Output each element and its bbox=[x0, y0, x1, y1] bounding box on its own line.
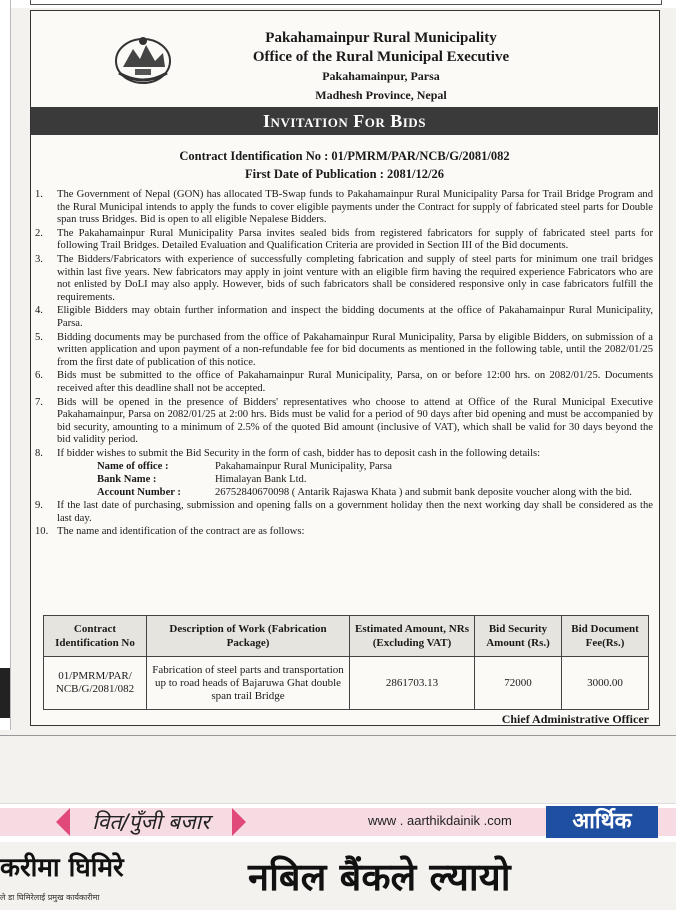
website-url[interactable]: www . aarthikdainik .com bbox=[368, 813, 512, 828]
office-name: Office of the Rural Municipal Executive bbox=[252, 49, 510, 65]
province-line: Madhesh Province, Nepal bbox=[315, 88, 447, 102]
publication-date: First Date of Publication : 2081/12/26 bbox=[245, 167, 444, 181]
bank-row: Name of office : Pakahamainpur Rural Municipality, Parsa bbox=[97, 461, 393, 473]
bid-notice bbox=[30, 10, 660, 726]
table-header-row bbox=[44, 616, 649, 657]
column-header: Bid Security Amount (Rs.) bbox=[475, 616, 562, 657]
list-item: 5. Bidding documents may be purchased from the office of Pakahamainpur Rural Municipality, Parsa by eligible Bidders, on submission of a written application and upon payment of a non-refundable fee for bid documents as mentioned in the following table, until the 2082/01/25 from the first date of publication of this notice. bbox=[35, 331, 653, 368]
notice-header bbox=[181, 29, 581, 105]
divider bbox=[0, 735, 676, 736]
left-headline: करीमा घिमिरे bbox=[0, 853, 124, 883]
contract-id-block bbox=[31, 147, 658, 183]
list-item: 4. Eligible Bidders may obtain further information and inspect the bidding documents at the office of Pakahamainpur Rural Municipality, Parsa. bbox=[35, 305, 653, 329]
list-item: 9. If the last date of purchasing, submission and opening falls on a government holiday then the next working day shall be considered as the last day. bbox=[35, 500, 653, 524]
left-page-edge bbox=[0, 0, 11, 730]
arrow-left-icon bbox=[56, 808, 70, 836]
bank-row: Bank Name : Himalayan Bank Ltd. bbox=[97, 474, 307, 486]
table-cell: 01/PMRM/PAR/ NCB/G/2081/082 bbox=[44, 657, 147, 710]
column-header: Estimated Amount, NRs (Excluding VAT) bbox=[350, 616, 475, 657]
table-cell: 3000.00 bbox=[562, 657, 649, 710]
government-emblem-icon bbox=[113, 31, 173, 87]
column-header: Description of Work (Fabrication Package) bbox=[147, 616, 350, 657]
column-header: Contract Identification No bbox=[44, 616, 147, 657]
table-row bbox=[44, 657, 649, 710]
table-cell: 2861703.13 bbox=[350, 657, 475, 710]
arrow-right-icon bbox=[232, 808, 246, 836]
contract-id: Contract Identification No : 01/PMRM/PAR/NCB/G/2081/082 bbox=[179, 149, 510, 163]
municipality-name: Pakahamainpur Rural Municipality bbox=[265, 30, 497, 46]
section-title: वित/पुँजी बजार bbox=[92, 810, 210, 834]
notice-title: Invitation For Bids bbox=[31, 107, 658, 135]
left-dark-block bbox=[0, 668, 10, 718]
address-line: Pakahamainpur, Parsa bbox=[322, 69, 440, 83]
previous-notice-border bbox=[30, 0, 662, 5]
signature: Chief Administrative Officer bbox=[501, 712, 649, 726]
list-item: 7. Bids will be opened in the presence of Bidders' representatives who choose to attend at Office of the Rural Municipal Executive Pakahamainpur, Parsa on 2082/01/25 at 2:00 hrs. Bids must be valid for a period of 90 days after bid opening and must be accompanied by bid security, amounting to a minimum of 2.5% of the quoted Bid amount (inclusive of VAT), which shall be valid for 30 days beyond the bid validity period. bbox=[35, 396, 653, 446]
list-item: 2. The Pakahamainpur Rural Municipality Parsa invites sealed bids from registered fabricators for supply of fabricated steel parts for following Trail Bridges. Detailed Evaluation and Qualification Criteria are provided in Section III of the Bid documents. bbox=[35, 227, 653, 252]
list-item: 10. The name and identification of the contract are as follows: bbox=[35, 526, 305, 538]
notice-items bbox=[35, 189, 653, 540]
list-item: 6. Bids must be submitted to the office of Pakahamainpur Rural Municipality, Parsa, on or before 12:00 hrs. on 2082/01/25. Documents received after this deadline shall not be accepted. bbox=[35, 370, 653, 394]
contract-table bbox=[43, 615, 649, 710]
list-item: 8. If bidder wishes to submit the Bid Security in the form of cash, bidder has to deposit cash in the following details: bbox=[35, 447, 541, 459]
bank-row: Account Number : 26752840670098 ( Antarik Rajaswa Khata ) and submit bank deposite voucher along with the bid. bbox=[97, 486, 632, 498]
left-caption: ले डा घिमिरेलाई प्रमुख कार्यकारीमा bbox=[0, 893, 100, 902]
main-headline: नबिल बैंकले ल्यायो bbox=[248, 855, 511, 899]
bank-details bbox=[97, 461, 653, 499]
table-cell: 72000 bbox=[475, 657, 562, 710]
column-header: Bid Document Fee(Rs.) bbox=[562, 616, 649, 657]
list-item: 3. The Bidders/Fabricators with experience of successfully completing fabrication and supply of steel parts for minimum one trail bridges within last five years. New fabricators may apply in joint venture with an eligible firm having the required experience Fabricators who are not enlisted by DoLI may also apply. However, bids of such fabricators shall be considered responsive only in case fabricators fulfill the requirements. bbox=[35, 253, 653, 303]
newspaper-logo: आर्थिक bbox=[546, 806, 658, 838]
list-item: 1. The Government of Nepal (GON) has allocated TB-Swap funds to Pakahamainpur Rural Municipality Parsa for Trail Bridge Program and the Rural Municipal intends to apply the funds to cover eligible payments under the Contract for supply of fabricated steel parts for Double span truss Bridges. Bid is open to all eligible Nepalese Bidders. bbox=[35, 189, 653, 226]
table-cell: Fabrication of steel parts and transportation up to road heads of Bajaruwa Ghat double span trail Bridge bbox=[147, 657, 350, 710]
